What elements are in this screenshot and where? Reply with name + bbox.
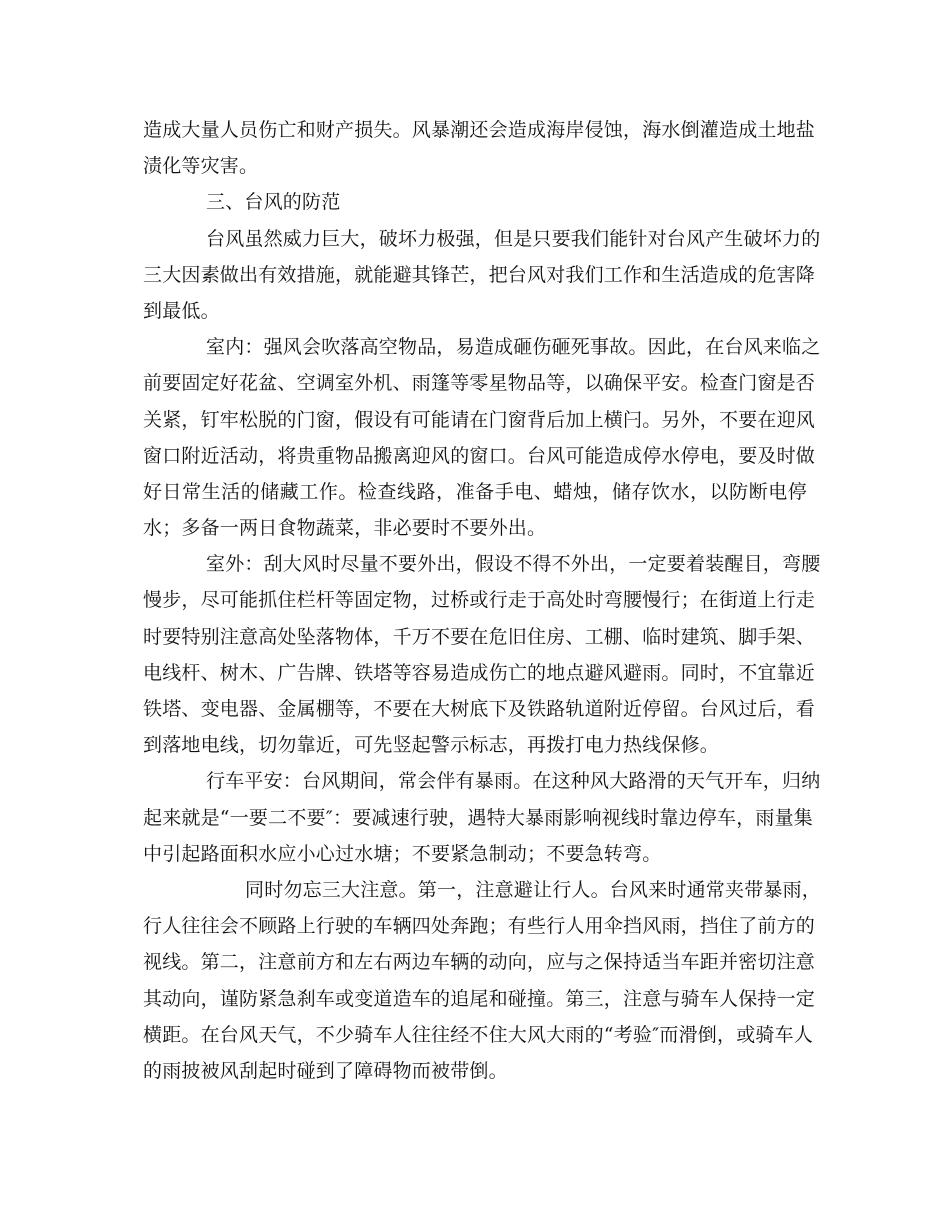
text-line: 其动向，谨防紧急刹车或变道造车的追尾和碰撞。第三，注意与骑车人保持一定: [143, 987, 816, 1010]
text-line: 行人往往会不顾路上行驶的车辆四处奔跑；有些行人用伞挡风雨，挡住了前方的: [143, 915, 816, 938]
text-line: 关紧，钉牢松脱的门窗，假设有可能请在门窗背后加上横闩。另外，不要在迎风: [143, 408, 816, 431]
text-line: 到落地电线，切勿靠近，可先竖起警示标志，再拨打电力热线保修。: [143, 734, 720, 757]
text-line: 时要特别注意高处坠落物体，千万不要在危旧住房、工棚、临时建筑、脚手架、: [143, 625, 816, 648]
text-line: 电线杆、树木、广告牌、铁塔等容易造成伤亡的地点避风避雨。同时，不宜靠近: [143, 661, 816, 684]
document-page: [143, 112, 822, 1089]
text-line: 水；多备一两日食物蔬菜，非必要时不要外出。: [143, 517, 547, 540]
text-line: 中引起路面积水应小心过水塘；不要紧急制动；不要急转弯。: [143, 842, 662, 865]
text-line: 渍化等灾害。: [143, 155, 259, 178]
text-line: 到最低。: [143, 299, 220, 322]
section-heading: 三、台风的防范: [206, 191, 341, 214]
text-line: 同时勿忘三大注意。第一，注意避让行人。台风来时通常夹带暴雨，: [245, 878, 822, 901]
text-line: 窗口附近活动，将贵重物品搬离迎风的窗口。台风可能造成停水停电，要及时做: [143, 444, 816, 467]
text-line: 台风虽然威力巨大，破坏力极强，但是只要我们能针对台风产生破坏力的: [206, 227, 821, 250]
text-line: 前要固定好花盆、空调室外机、雨篷等零星物品等，以确保平安。检查门窗是否: [143, 372, 816, 395]
text-line: 行车平安：台风期间，常会伴有暴雨。在这种风大路滑的天气开车，归纳: [206, 770, 821, 793]
text-line: 慢步，尽可能抓住栏杆等固定物，过桥或行走于高处时弯腰慢行；在街道上行走: [143, 589, 816, 612]
text-line: 造成大量人员伤亡和财产损失。风暴潮还会造成海岸侵蚀，海水倒灌造成土地盐: [143, 119, 816, 141]
text-line: 的雨披被风刮起时碰到了障碍物而被带倒。: [143, 1059, 508, 1082]
text-line: 好日常生活的储藏工作。检查线路，准备手电、蜡烛，储存饮水，以防断电停: [143, 480, 807, 503]
text-line: 横距。在台风天气，不少骑车人往往经不住大风大雨的“考验″而滑倒，或骑车人: [143, 1023, 814, 1046]
text-line: 三大因素做出有效措施，就能避其锋芒，把台风对我们工作和生活造成的危害降: [143, 263, 816, 286]
text-line: 视线。第二，注意前方和左右两边车辆的动向，应与之保持适当车距并密切注意: [143, 951, 816, 974]
text-line: 铁塔、变电器、金属棚等，不要在大树底下及铁路轨道附近停留。台风过后，看: [143, 698, 816, 720]
text-line: 室内：强风会吹落高空物品，易造成砸伤砸死事故。因此，在台风来临之: [206, 336, 821, 359]
text-line: 起来就是“一要二不要″：要减速行驶，遇特大暴雨影响视线时靠边停车，雨量集: [143, 806, 814, 829]
text-line: 室外：刮大风时尽量不要外出，假设不得不外出，一定要着装醒目，弯腰: [206, 553, 821, 576]
